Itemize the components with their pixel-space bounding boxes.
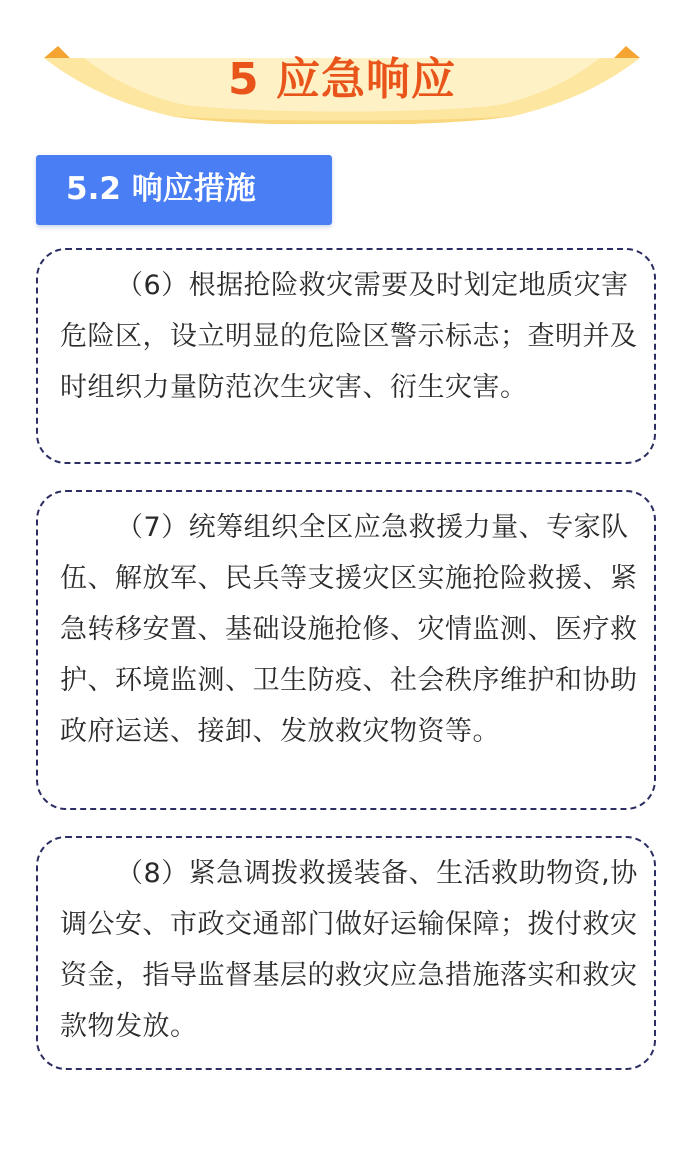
measure-card-8 [36, 836, 656, 1070]
measure-text: （6）根据抢险救灾需要及时划定地质灾害危险区，设立明显的危险区警示标志；查明并及时组织力量防范次生灾害、衍生灾害。 [60, 270, 638, 403]
banner-title: 5 应急响应 [228, 54, 456, 105]
measure-card-6 [36, 248, 656, 464]
measure-text: （8）紧急调拨救援装备、生活救助物资,协调公安、市政交通部门做好运输保障；拨付救灾资金，指导监督基层的救灾应急措施落实和救灾款物发放。 [60, 858, 638, 1042]
measure-card-7 [36, 490, 656, 810]
section-header [36, 155, 332, 225]
section-title: 5.2 响应措施 [66, 171, 256, 207]
measure-text: （7）统筹组织全区应急救援力量、专家队伍、解放军、民兵等支援灾区实施抢险救援、紧急转移安置、基础设施抢修、灾情监测、医疗救护、环境监测、卫生防疫、社会秩序维护和协助政府运送、接卸、发放救灾物资等。 [60, 512, 638, 747]
title-banner [44, 42, 640, 124]
